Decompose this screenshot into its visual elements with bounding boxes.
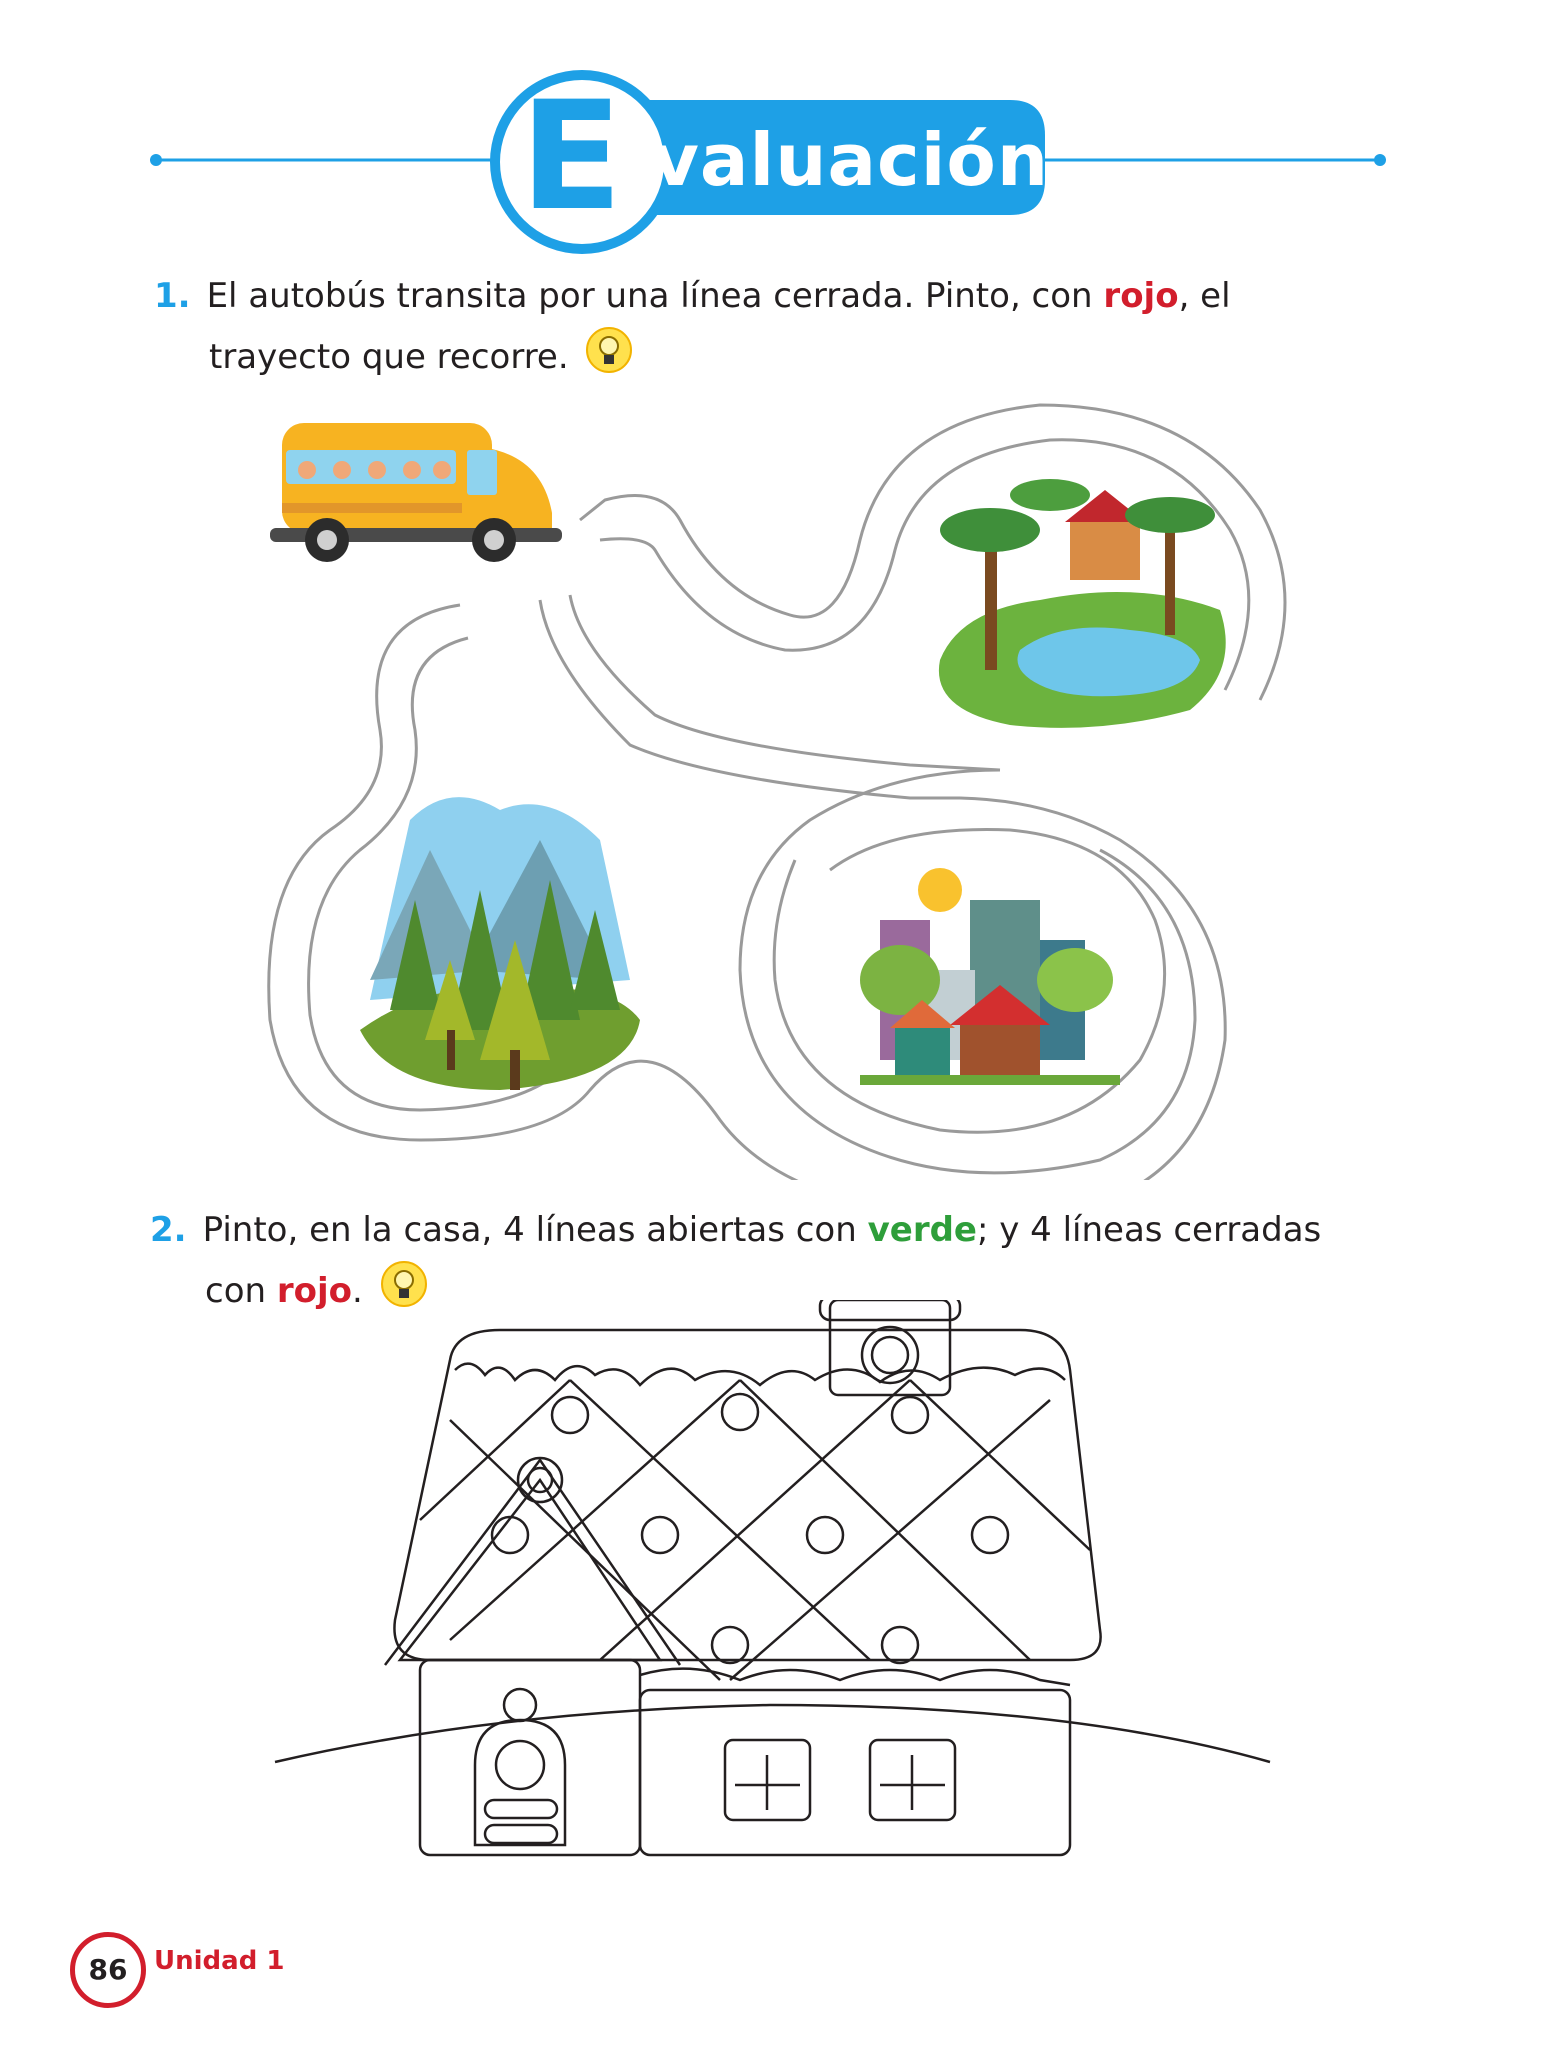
page-number: 86 [70,1932,146,2008]
lightbulb-icon [585,326,633,374]
forest-illustration [350,780,650,1100]
title-initial: E [520,70,623,244]
question-1-text-a: El autobús transita por una línea cerrada. Pinto, con [206,276,1104,316]
roof-outline [394,1330,1100,1660]
front-gable [400,1480,660,1660]
park-lake-illustration [900,460,1230,740]
page-title: valuación [652,118,1050,202]
unit-label: Unidad 1 [154,1946,285,1976]
question-2-text-c: con [205,1271,277,1311]
question-2-text-d: . [352,1271,363,1311]
school-bus-illustration [262,418,562,563]
question-1-color-word: rojo [1103,276,1179,316]
city-illustration [860,860,1120,1100]
question-2-number: 2. [150,1210,187,1250]
roof-icing [455,1364,1065,1385]
maze-path-middle [540,600,960,798]
question-1-line2: trayecto que recorre. [209,337,569,377]
question-2-text-a: Pinto, en la casa, 4 líneas abiertas con [202,1210,868,1250]
question-1-number: 1. [154,276,191,316]
question-2-text-b: ; y 4 líneas cerradas [976,1210,1322,1250]
question-2-color-word-red: rojo [276,1271,352,1311]
chimney [830,1300,950,1395]
ground-line [275,1705,1270,1762]
roof-lattice-line [450,1420,720,1680]
question-1-text-b: , el [1178,276,1231,316]
question-2-color-word-green: verde [867,1210,977,1250]
gingerbread-house-drawing [270,1300,1280,1900]
question-1 [154,266,1454,387]
